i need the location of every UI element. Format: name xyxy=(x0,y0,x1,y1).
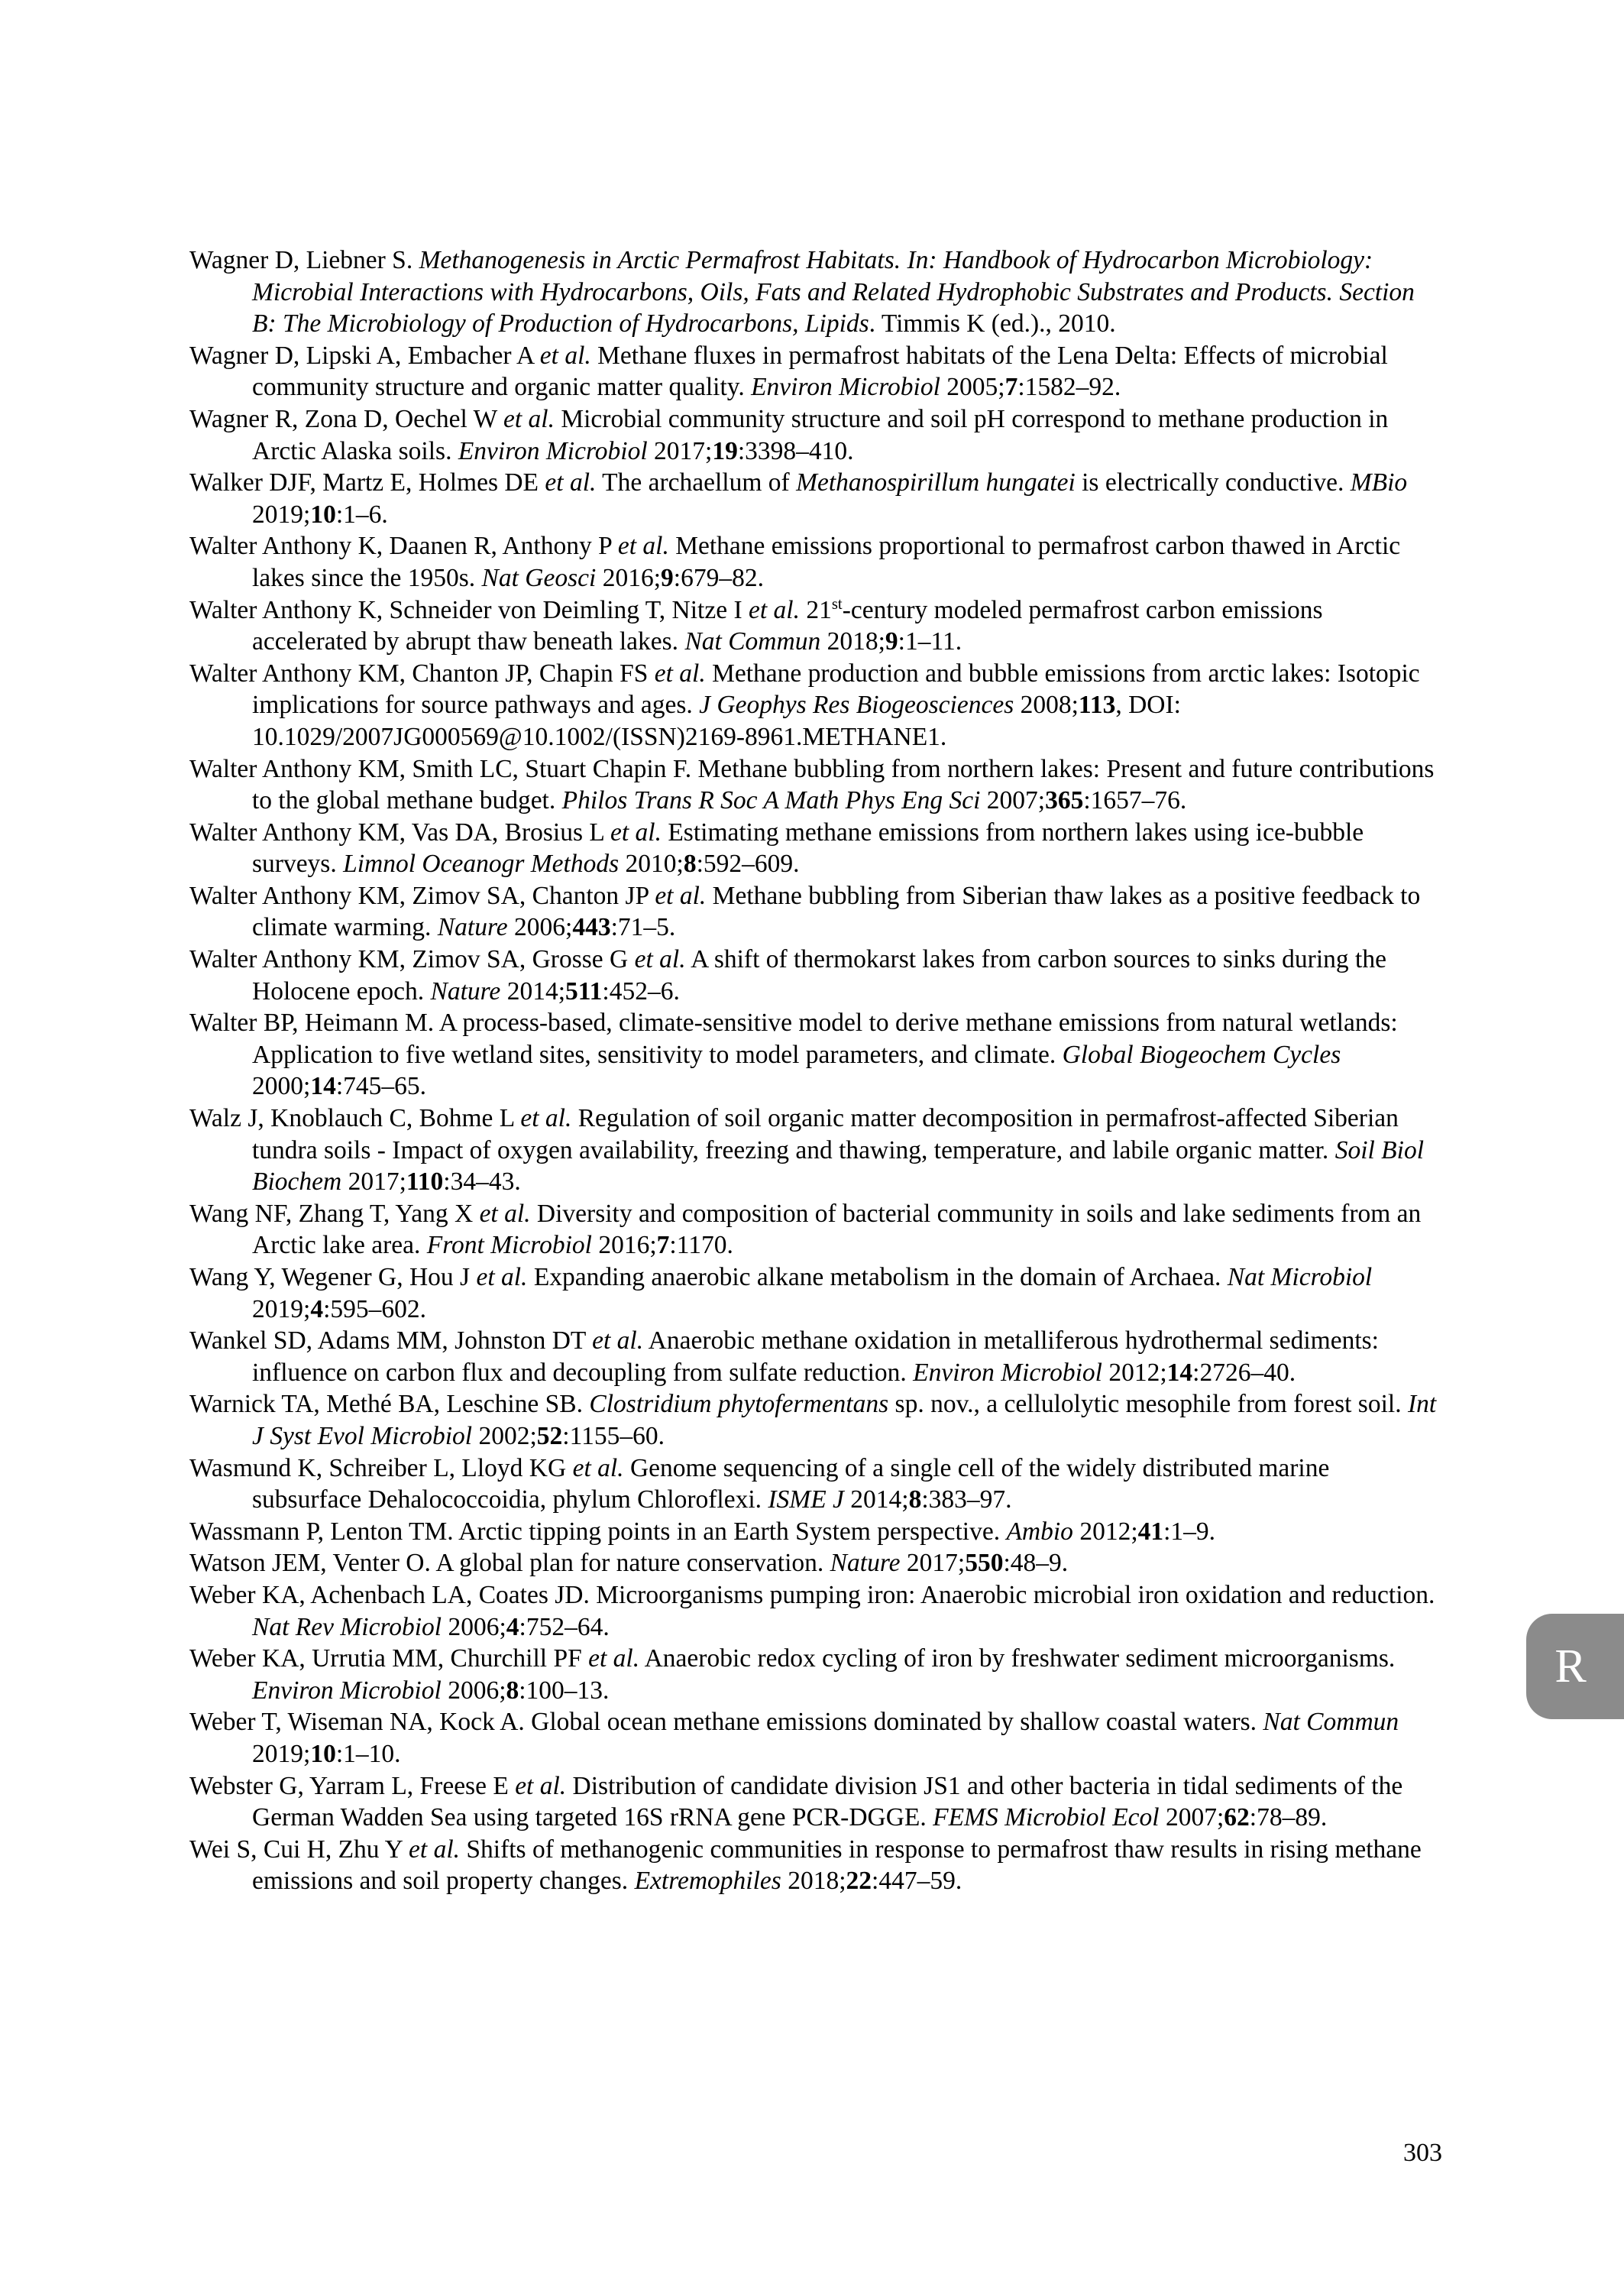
reference-item: Watson JEM, Venter O. A global plan for nature conservation. Nature 2017;550:48–9. xyxy=(189,1549,1069,1578)
reference-item: Wankel SD, Adams MM, Johnston DT et al. Anaerobic methane oxidation in metalliferous hydrothermal sediments: influence on carbon flux and decoupling from sulfate reduction. Environ Microbiol 2012;14:2726–40. xyxy=(189,1326,1379,1387)
reference-item: Wagner R, Zona D, Oechel W et al. Microbial community structure and soil pH correspond to methane production in Arctic Alaska soils. Environ Microbiol 2017;19:3398–410. xyxy=(189,404,1389,465)
reference-item: Wagner D, Liebner S. Methanogenesis in Arctic Permafrost Habitats. In: Handbook of Hydrocarbon Microbiology: Microbial Interactions with Hydrocarbons, Oils, Fats and Related Hydrophobic Substrates and Products. Section B: The Microbiology of Production of Hydrocarbons, Lipids. Timmis K (ed.)., 2010. xyxy=(189,246,1415,338)
reference-item: Walter Anthony KM, Zimov SA, Chanton JP et al. Methane bubbling from Siberian thaw lakes as a positive feedback to climate warming. Nature 2006;443:71–5. xyxy=(189,881,1421,942)
reference-item: Wei S, Cui H, Zhu Y et al. Shifts of methanogenic communities in response to permafrost thaw results in rising methane emissions and soil property changes. Extremophiles 2018;22:447–59. xyxy=(189,1835,1422,1896)
reference-item: Walter BP, Heimann M. A process-based, climate-sensitive model to derive methane emissions from natural wetlands: Application to five wetland sites, sensitivity to model parameters, and climate. Global Biogeochem Cycles 2000;14:745–65. xyxy=(189,1009,1398,1101)
reference-item: Walker DJF, Martz E, Holmes DE et al. The archaellum of Methanospirillum hungatei is electrically conductive. MBio 2019;10:1–6. xyxy=(189,468,1408,529)
reference-list xyxy=(189,245,1444,1897)
reference-item: Wassmann P, Lenton TM. Arctic tipping points in an Earth System perspective. Ambio 2012;41:1–9. xyxy=(189,1517,1216,1546)
reference-item: Weber T, Wiseman NA, Kock A. Global ocean methane emissions dominated by shallow coastal waters. Nat Commun 2019;10:1–10. xyxy=(189,1708,1399,1768)
thumb-index-tab xyxy=(1526,1614,1624,1719)
reference-item: Walter Anthony K, Daanen R, Anthony P et al. Methane emissions proportional to permafrost carbon thawed in Arctic lakes since the 1950s. Nat Geosci 2016;9:679–82. xyxy=(189,532,1401,592)
thumb-tab-letter: R xyxy=(1554,1640,1587,1692)
reference-item: Walter Anthony KM, Vas DA, Brosius L et al. Estimating methane emissions from northern lakes using ice-bubble surveys. Limnol Oceanogr Methods 2010;8:592–609. xyxy=(189,818,1364,879)
reference-item: Wasmund K, Schreiber L, Lloyd KG et al. Genome sequencing of a single cell of the widely distributed marine subsurface Dehalococcoidia, phylum Chloroflexi. ISME J 2014;8:383–97. xyxy=(189,1453,1330,1514)
reference-item: Walter Anthony KM, Chanton JP, Chapin FS et al. Methane production and bubble emissions from arctic lakes: Isotopic implications for source pathways and ages. J Geophys Res Biogeosciences 2008;113, DOI: 10.1029/2007JG000569@10.1002/(ISSN)2169-8961.METHANE1. xyxy=(189,659,1420,751)
reference-item: Walter Anthony KM, Zimov SA, Grosse G et al. A shift of thermokarst lakes from carbon sources to sinks during the Holocene epoch. Nature 2014;511:452–6. xyxy=(189,945,1386,1006)
reference-item: Wang Y, Wegener G, Hou J et al. Expanding anaerobic alkane metabolism in the domain of Archaea. Nat Microbiol 2019;4:595–602. xyxy=(189,1263,1373,1323)
reference-item: Wagner D, Lipski A, Embacher A et al. Methane fluxes in permafrost habitats of the Lena Delta: Effects of microbial community structure and organic matter quality. Environ Microbiol 2005;7:1582–92. xyxy=(189,341,1388,402)
reference-item: Walter Anthony K, Schneider von Deimling T, Nitze I et al. 21st-century modeled permafrost carbon emissions accelerated by abrupt thaw beneath lakes. Nat Commun 2018;9:1–11. xyxy=(189,595,1323,656)
reference-item: Wang NF, Zhang T, Yang X et al. Diversity and composition of bacterial community in soils and lake sediments from an Arctic lake area. Front Microbiol 2016;7:1170. xyxy=(189,1199,1422,1260)
reference-item: Walter Anthony KM, Smith LC, Stuart Chapin F. Methane bubbling from northern lakes: Present and future contributions to the global methane budget. Philos Trans R Soc A Math Phys Eng Sci 2007;365:1657–76. xyxy=(189,754,1435,815)
reference-item: Walz J, Knoblauch C, Bohme L et al. Regulation of soil organic matter decomposition in permafrost-affected Siberian tundra soils - Impact of oxygen availability, freezing and thawing, temperature, and labile organic matter. Soil Biol Biochem 2017;110:34–43. xyxy=(189,1104,1425,1197)
reference-item: Warnick TA, Methé BA, Leschine SB. Clostridium phytofermentans sp. nov., a cellulolytic mesophile from forest soil. Int J Syst Evol Microbiol 2002;52:1155–60. xyxy=(189,1390,1437,1450)
page-number: 303 xyxy=(1403,2139,1442,2167)
reference-item: Weber KA, Achenbach LA, Coates JD. Microorganisms pumping iron: Anaerobic microbial iron oxidation and reduction. Nat Rev Microbiol 2006;4:752–64. xyxy=(189,1580,1435,1641)
reference-item: Webster G, Yarram L, Freese E et al. Distribution of candidate division JS1 and other bacteria in tidal sediments of the German Wadden Sea using targeted 16S rRNA gene PCR-DGGE. FEMS Microbiol Ecol 2007;62:78–89. xyxy=(189,1771,1403,1832)
reference-item: Weber KA, Urrutia MM, Churchill PF et al. Anaerobic redox cycling of iron by freshwater sediment microorganisms. Environ Microbiol 2006;8:100–13. xyxy=(189,1644,1396,1705)
